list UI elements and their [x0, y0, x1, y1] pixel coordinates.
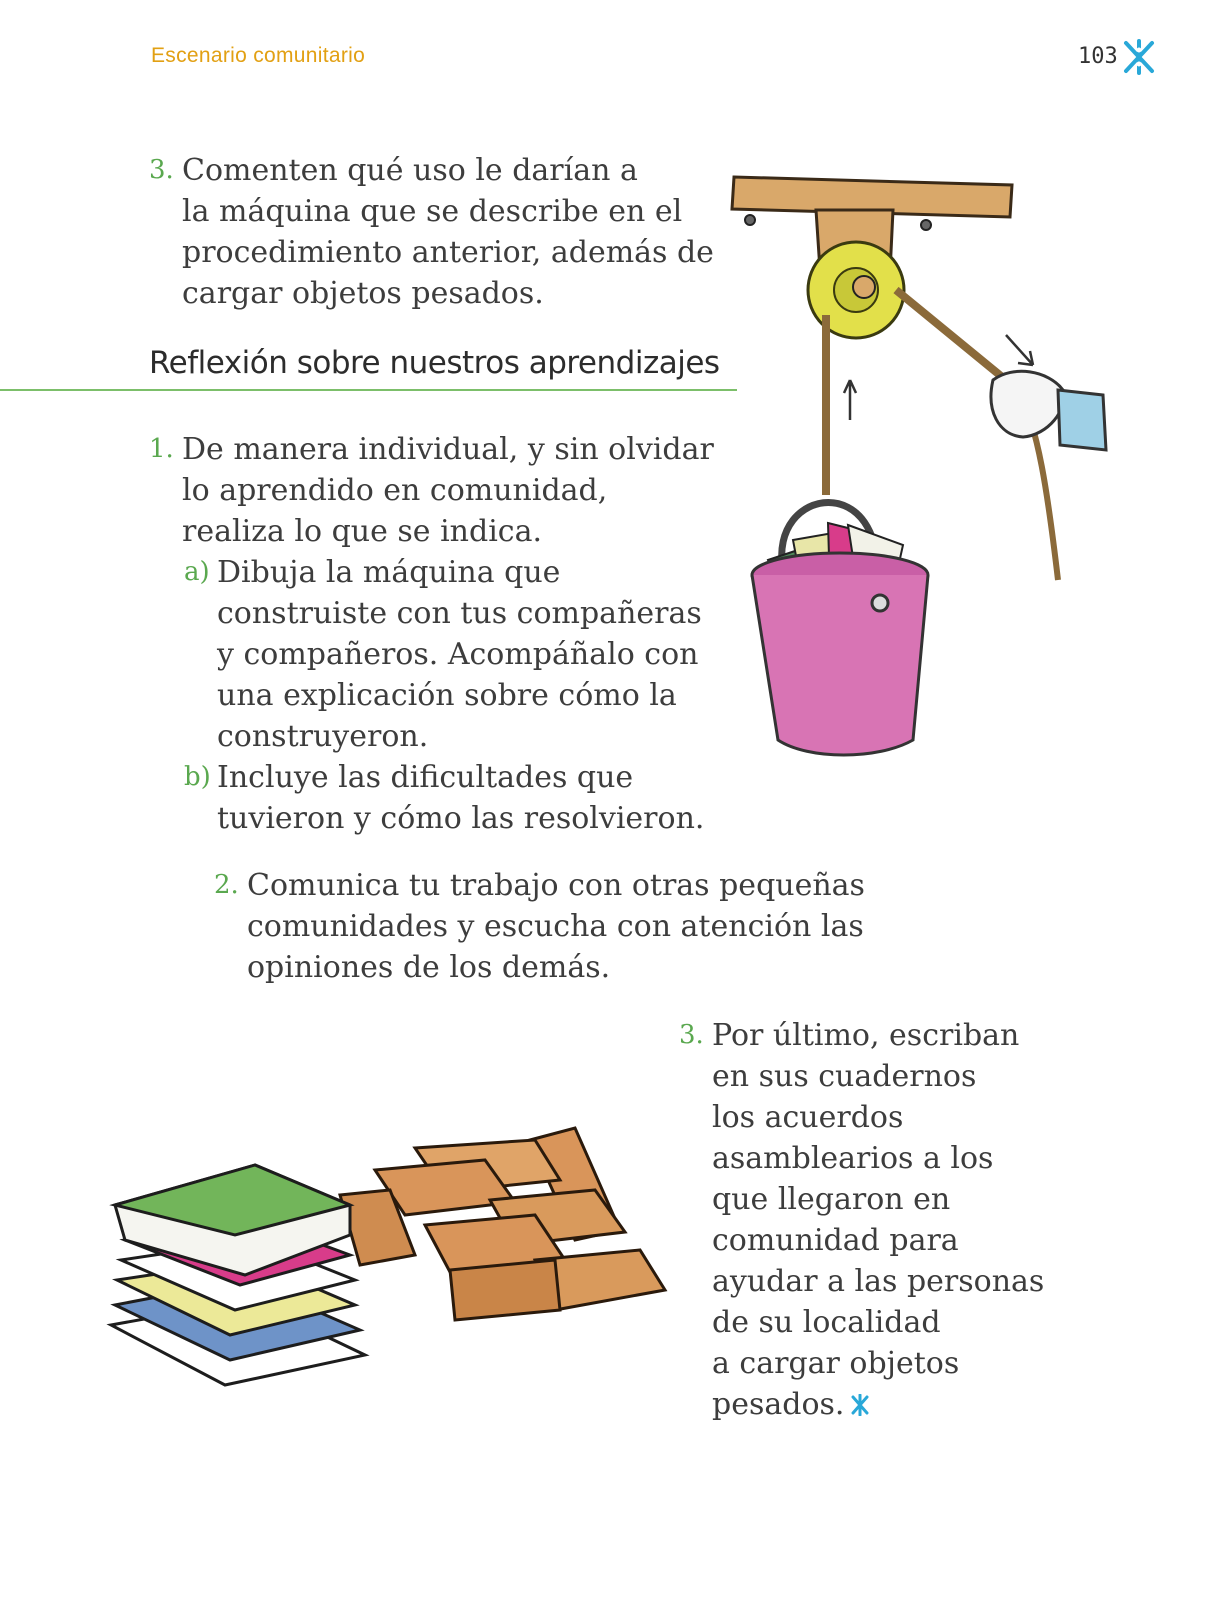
- sub-item-a: [184, 552, 702, 757]
- item-line: asamblearios a los: [712, 1141, 994, 1176]
- section-divider: [0, 389, 737, 391]
- item-line: tuvieron y cómo las resolvieron.: [217, 801, 705, 836]
- item-line: la máquina que se describe en el: [182, 194, 683, 229]
- item-line: Incluye las dificultades que: [217, 760, 634, 795]
- item-line: y compañeros. Acompáñalo con: [217, 637, 699, 672]
- intro-item: [149, 150, 714, 314]
- sub-item-label: b): [184, 762, 211, 792]
- item-line: a cargar objetos: [712, 1346, 960, 1381]
- list-item: [214, 865, 865, 988]
- item-line: una explicación sobre cómo la: [217, 678, 677, 713]
- knot-logo-icon: [1122, 39, 1156, 75]
- sub-item-b: [184, 757, 705, 839]
- item-line: ayudar a las personas: [712, 1264, 1045, 1299]
- sub-item-label: a): [184, 557, 210, 587]
- item-line: que llegaron en: [712, 1182, 951, 1217]
- section-header: Escenario comunitario: [151, 44, 366, 67]
- item-line: construyeron.: [217, 719, 429, 754]
- item-line: procedimiento anterior, además de: [182, 235, 714, 270]
- item-number: 2.: [214, 870, 239, 900]
- list-item: [679, 1015, 1045, 1425]
- item-line: comunidad para: [712, 1223, 959, 1258]
- item-line-last: [712, 1384, 1044, 1425]
- item-number: 1.: [149, 434, 174, 464]
- item-line: Comenten qué uso le darían a: [182, 153, 638, 188]
- item-line: construiste con tus compañeras: [217, 596, 702, 631]
- item-number: 3.: [149, 155, 174, 185]
- item-line: Por último, escriban: [712, 1018, 1020, 1053]
- item-line: Comunica tu trabajo con otras pequeñas: [247, 868, 865, 903]
- item-line: De manera individual, y sin olvidar: [182, 432, 714, 467]
- books-bricks-illustration: [105, 1120, 675, 1410]
- pulley-bucket-illustration: [728, 165, 1128, 775]
- page-number: 103: [1078, 44, 1118, 69]
- item-line: de su localidad: [712, 1305, 941, 1340]
- item-line: Dibuja la máquina que: [217, 555, 561, 590]
- item-line: opiniones de los demás.: [247, 950, 611, 985]
- list-item: [149, 429, 714, 552]
- item-line: realiza lo que se indica.: [182, 514, 543, 549]
- item-line: lo aprendido en comunidad,: [182, 473, 608, 508]
- section-title: Reflexión sobre nuestros aprendizajes: [149, 345, 720, 381]
- item-line: comunidades y escucha con atención las: [247, 909, 864, 944]
- item-line: en sus cuadernos: [712, 1059, 977, 1094]
- item-number: 3.: [679, 1020, 704, 1050]
- item-line: cargar objetos pesados.: [182, 276, 544, 311]
- item-line-text: pesados.: [712, 1387, 845, 1422]
- knot-end-icon: [850, 1394, 870, 1416]
- item-line: los acuerdos: [712, 1100, 904, 1135]
